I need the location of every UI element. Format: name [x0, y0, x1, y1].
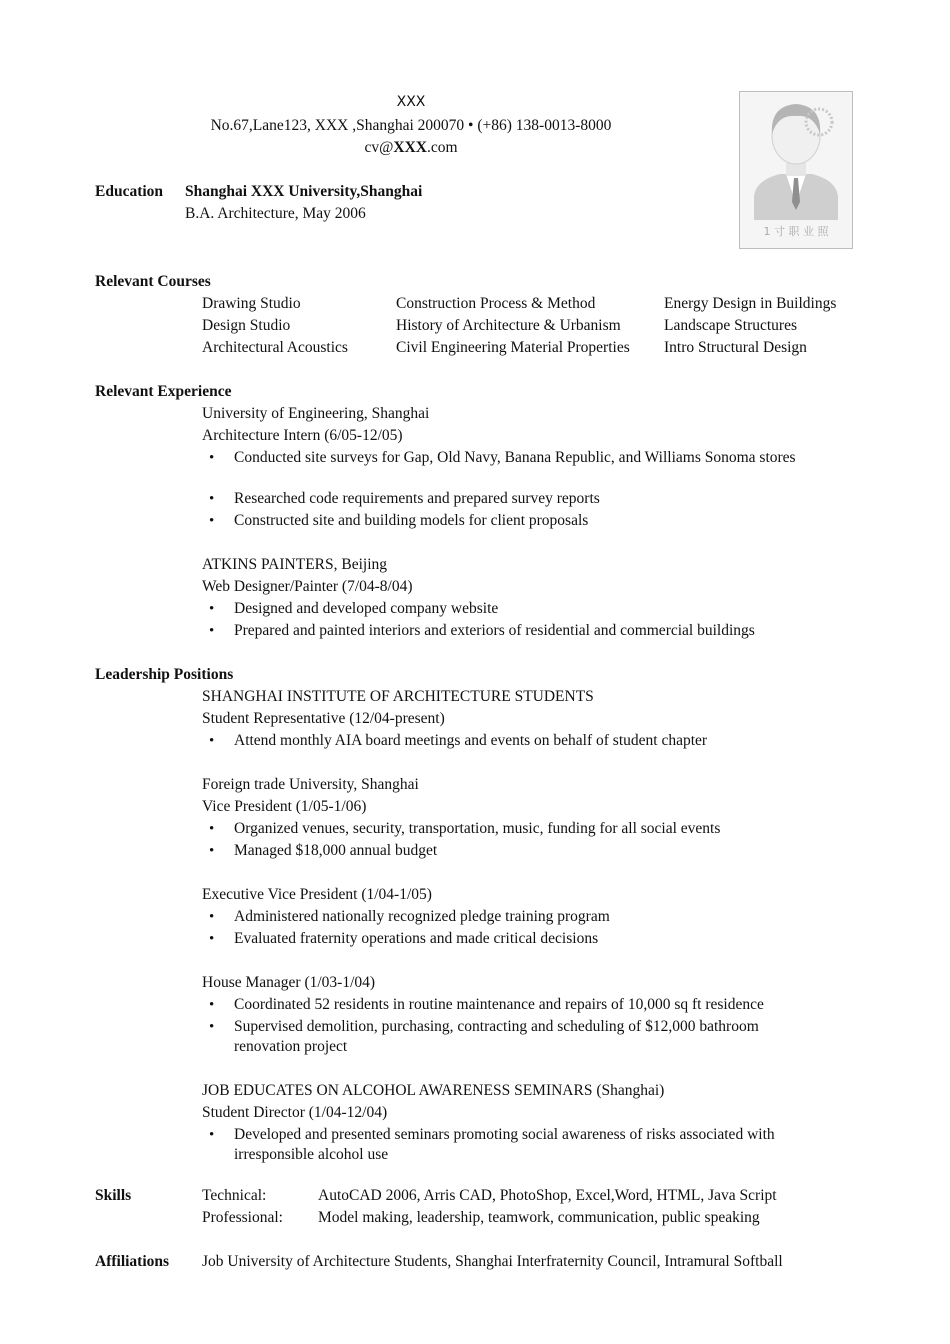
- experience-heading: Relevant Experience: [95, 383, 232, 400]
- education-school: Shanghai XXX University,Shanghai: [185, 183, 423, 200]
- bullet-icon: •: [209, 513, 215, 529]
- leadership-organization: SHANGHAI INSTITUTE OF ARCHITECTURE STUDENTS: [202, 688, 594, 705]
- leadership-bullet: Administered nationally recognized pledge training program: [234, 908, 610, 925]
- id-photo-placeholder: [739, 91, 853, 249]
- leadership-bullet: Evaluated fraternity operations and made critical decisions: [234, 930, 599, 947]
- leadership-bullet: Supervised demolition, purchasing, contracting and scheduling of $12,000 bathroom renovation project: [234, 1018, 759, 1055]
- course-item: Design Studio: [202, 317, 291, 334]
- photo-caption: 1 寸 职 业 照: [763, 225, 829, 238]
- leadership-role: House Manager (1/03-1/04): [202, 974, 376, 991]
- job-role: Architecture Intern (6/05-12/05): [202, 427, 403, 444]
- bullet-icon: •: [209, 997, 215, 1013]
- job-role: Web Designer/Painter (7/04-8/04): [202, 578, 413, 595]
- leadership-role: Student Director (1/04-12/04): [202, 1104, 388, 1121]
- bullet-icon: •: [209, 843, 215, 859]
- bullet-icon: •: [209, 1019, 215, 1035]
- affiliations-text: Job University of Architecture Students, Shanghai Interfraternity Council, Intramural Softball: [202, 1253, 783, 1270]
- bullet-icon: •: [209, 1127, 215, 1143]
- contact-address: No.67,Lane123, XXX ,Shanghai 200070 • (+86) 138-0013-8000: [210, 117, 612, 134]
- bullet-icon: •: [209, 909, 215, 925]
- email-domain: XXX: [393, 139, 427, 156]
- job-bullet: Conducted site surveys for Gap, Old Navy, Banana Republic, and Williams Sonoma stores: [234, 449, 796, 466]
- bullet-icon: •: [209, 821, 215, 837]
- job-bullet: Designed and developed company website: [234, 600, 499, 617]
- bullet-icon: •: [209, 623, 215, 639]
- bullet-icon: •: [209, 733, 215, 749]
- bullet-icon: •: [209, 491, 215, 507]
- job-bullet: Researched code requirements and prepared survey reports: [234, 490, 600, 507]
- leadership-organization: JOB EDUCATES ON ALCOHOL AWARENESS SEMINARS (Shanghai): [202, 1082, 665, 1099]
- job-bullet: Prepared and painted interiors and exteriors of residential and commercial buildings: [234, 622, 755, 639]
- course-item: Civil Engineering Material Properties: [396, 339, 630, 356]
- leadership-bullet: Coordinated 52 residents in routine maintenance and repairs of 10,000 sq ft residence: [234, 996, 764, 1013]
- skills-technical-label: Technical:: [202, 1187, 267, 1204]
- course-item: History of Architecture & Urbanism: [396, 317, 621, 334]
- applicant-name: XXX: [396, 94, 426, 110]
- course-item: Intro Structural Design: [664, 339, 807, 356]
- bullet-icon: •: [209, 450, 215, 466]
- contact-email[interactable]: [0, 138, 822, 158]
- job-organization: ATKINS PAINTERS, Beijing: [202, 556, 388, 573]
- leadership-bullet: Developed and presented seminars promoting social awareness of risks associated with irresponsible alcohol use: [234, 1126, 775, 1163]
- leadership-role: Executive Vice President (1/04-1/05): [202, 886, 432, 903]
- leadership-heading: Leadership Positions: [95, 666, 234, 683]
- bullet-icon: •: [209, 931, 215, 947]
- email-prefix: cv@: [364, 139, 394, 156]
- leadership-organization: Foreign trade University, Shanghai: [202, 776, 419, 793]
- leadership-role: Student Representative (12/04-present): [202, 710, 445, 727]
- education-degree: B.A. Architecture, May 2006: [185, 205, 366, 222]
- course-item: Architectural Acoustics: [202, 339, 348, 356]
- leadership-bullet: Managed $18,000 annual budget: [234, 842, 438, 859]
- job-organization: University of Engineering, Shanghai: [202, 405, 430, 422]
- course-item: Landscape Structures: [664, 317, 797, 334]
- skills-professional-label: Professional:: [202, 1209, 283, 1226]
- course-item: Construction Process & Method: [396, 295, 596, 312]
- job-bullet: Constructed site and building models for client proposals: [234, 512, 589, 529]
- course-item: Energy Design in Buildings: [664, 295, 837, 312]
- skills-heading: Skills: [95, 1187, 132, 1204]
- course-item: Drawing Studio: [202, 295, 301, 312]
- bullet-icon: •: [209, 601, 215, 617]
- courses-heading: Relevant Courses: [95, 273, 211, 290]
- leadership-role: Vice President (1/05-1/06): [202, 798, 367, 815]
- skills-technical: AutoCAD 2006, Arris CAD, PhotoShop, Excel,Word, HTML, Java Script: [318, 1187, 777, 1204]
- leadership-bullet: Attend monthly AIA board meetings and events on behalf of student chapter: [234, 732, 708, 749]
- email-suffix: .com: [426, 139, 458, 156]
- education-heading: Education: [95, 183, 164, 200]
- affiliations-heading: Affiliations: [95, 1253, 170, 1270]
- skills-professional: Model making, leadership, teamwork, communication, public speaking: [318, 1209, 760, 1226]
- leadership-bullet: Organized venues, security, transportation, music, funding for all social events: [234, 820, 721, 837]
